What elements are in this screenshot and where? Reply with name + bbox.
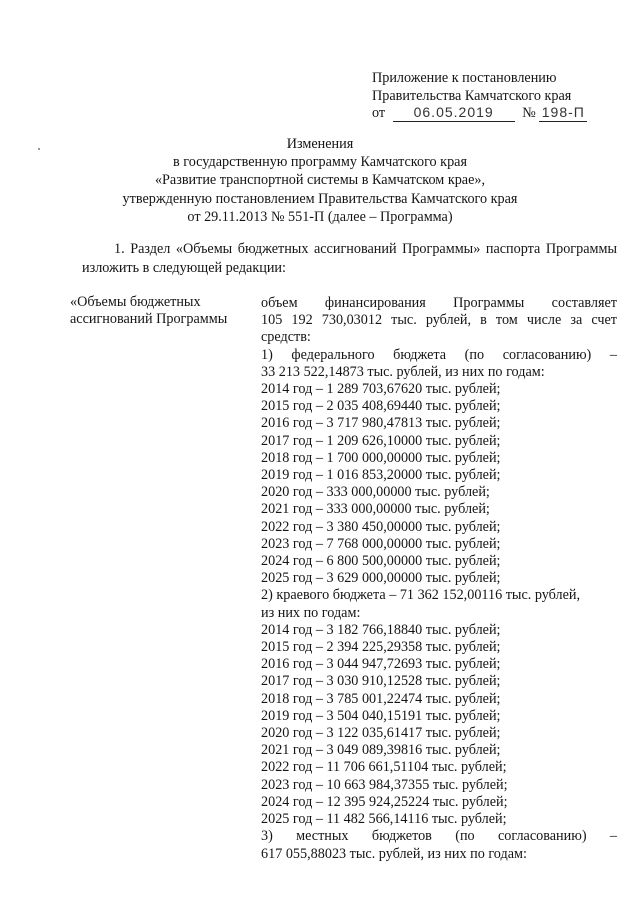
appendix-line-1: Приложение к постановлению [372,70,557,86]
appendix-date-line [372,105,622,123]
total-line: 105 192 730,03012 тыс. рублей, в том числе за счет [261,312,617,329]
regional-year-row: 2020 год – 3 122 035,61417 тыс. рублей; [261,725,501,742]
regional-year-row: 2017 год – 3 030 910,12528 тыс. рублей; [261,673,501,690]
regional-year-row: 2018 год – 3 785 001,22474 тыс. рублей; [261,690,501,707]
regional-year-row: 2025 год – 11 482 566,14116 тыс. рублей; [261,811,507,828]
section-label-line: ассигнований Программы [70,311,228,328]
appendix-line-2: Правительства Камчатского края [372,87,572,104]
regional-year-row: 2016 год – 3 044 947,72693 тыс. рублей; [261,656,501,673]
title-line: утвержденную постановлением Правительства Камчатского края [122,190,518,207]
total-line: объем финансирования Программы составляет [261,295,617,311]
federal-year-row: 2017 год – 1 209 626,10000 тыс. рублей; [261,432,501,449]
title-line: в государственную программу Камчатского края [173,154,467,171]
appendix-block [372,70,622,123]
number-label: № [522,105,536,121]
federal-year-row: 2024 год – 6 800 500,00000 тыс. рублей; [261,553,501,570]
document-title [60,135,580,226]
date-field: 06.05.2019 [393,105,515,122]
federal-year-row: 2022 год – 3 380 450,00000 тыс. рублей; [261,518,501,535]
regional-heading: 2) краевого бюджета – 71 362 152,00116 тыс. рублей, [261,587,581,604]
title-line: от 29.11.2013 № 551-П (далее – Программа) [187,208,453,225]
federal-heading: 1) федерального бюджета (по согласованию) – [261,346,617,363]
intro-paragraph: 1. Раздел «Объемы бюджетных ассигнований Программы» паспорта Программы изложить в следующей редакции: [82,241,617,276]
regional-year-row: 2019 год – 3 504 040,15191 тыс. рублей; [261,707,501,724]
federal-year-row: 2019 год – 1 016 853,20000 тыс. рублей; [261,467,501,484]
number-field: 198-П [539,105,587,122]
regional-year-row: 2022 год – 11 706 661,51104 тыс. рублей; [261,759,507,776]
federal-year-row: 2020 год – 333 000,00000 тыс. рублей; [261,484,490,501]
regional-heading: из них по годам: [261,604,361,621]
federal-year-row: 2014 год – 1 289 703,67620 тыс. рублей; [261,381,501,398]
federal-year-row: 2018 год – 1 700 000,00000 тыс. рублей; [261,449,501,466]
federal-year-row: 2023 год – 7 768 000,00000 тыс. рублей; [261,535,501,552]
federal-year-row: 2025 год – 3 629 000,00000 тыс. рублей; [261,570,501,587]
funding-details [261,295,617,863]
federal-year-row: 2015 год – 2 035 408,69440 тыс. рублей; [261,398,501,415]
section-label-line: «Объемы бюджетных [70,294,201,310]
federal-year-row: 2016 год – 3 717 980,47813 тыс. рублей; [261,415,501,432]
title-line: «Развитие транспортной системы в Камчатском крае», [154,172,486,189]
regional-year-row: 2015 год – 2 394 225,29358 тыс. рублей; [261,639,501,656]
federal-heading: 33 213 522,14873 тыс. рублей, из них по годам: [261,363,545,380]
regional-year-row: 2024 год – 12 395 924,25224 тыс. рублей; [261,793,508,810]
title-line: Изменения [286,136,354,152]
section-label [70,294,250,328]
regional-year-row: 2023 год – 10 663 984,37355 тыс. рублей; [261,776,508,793]
federal-year-row: 2021 год – 333 000,00000 тыс. рублей; [261,501,490,518]
regional-year-row: 2014 год – 3 182 766,18840 тыс. рублей; [261,621,501,638]
total-line: средств: [261,329,311,346]
local-heading: 3) местных бюджетов (по согласованию) – [261,828,617,845]
scan-speck [38,148,40,150]
regional-year-row: 2021 год – 3 049 089,39816 тыс. рублей; [261,742,501,759]
local-heading: 617 055,88023 тыс. рублей, из них по годам: [261,845,527,862]
from-label: от [372,105,386,121]
